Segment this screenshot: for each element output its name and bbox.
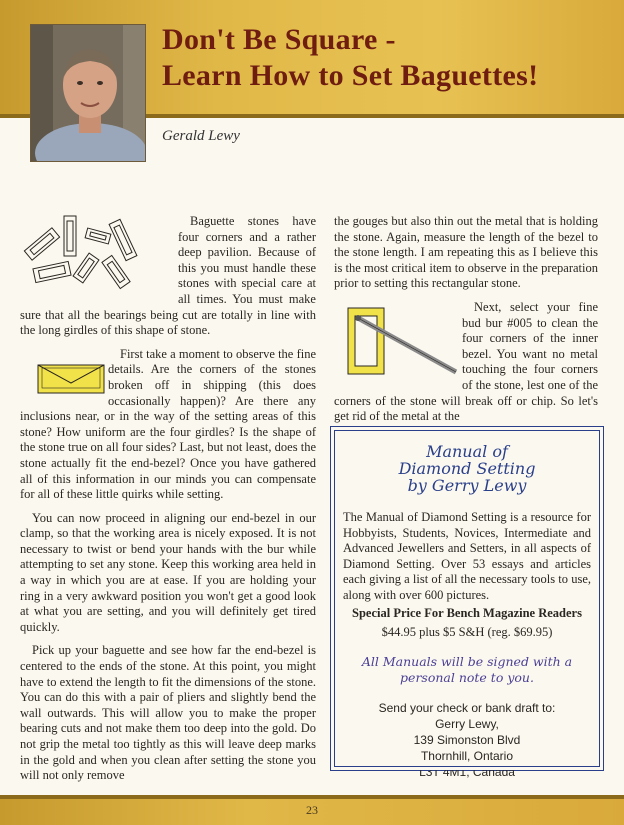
paragraph-text: Next, select your fine bud bur #005 to clean the four corners of the inner bezel. You want no metal touching the four corners of the stone, lest one of the corners of the stone will break off or chip. So let's get rid of the metal at the <box>334 299 598 424</box>
end-bezel-drawing <box>32 349 112 403</box>
baguette-stones-drawing <box>20 214 170 294</box>
address-line: L3T 4M1, Canada <box>419 764 515 779</box>
title-line-1: Don't Be Square - <box>162 23 396 56</box>
ad-title-line: Manual of <box>426 442 508 461</box>
bud-bur-drawing <box>346 302 466 378</box>
ad-mailing-address <box>335 700 599 780</box>
ad-price-heading: Special Price For Bench Magazine Readers <box>352 605 582 620</box>
article-title <box>162 22 612 94</box>
bur-illustration <box>334 302 454 378</box>
ad-signed-note: All Manuals will be signed with a personal note to you. <box>361 653 573 685</box>
address-line: 139 Simonston Blvd <box>413 732 521 747</box>
paragraph: Pick up your baguette and see how far the end-bezel is centered to the ends of the stone. At this point, you might have to extend the length to fit the dimensions of the stone. You can do this with a pair of pliers and slightly bend the wall outwards. This will allow you to make the proper bearing cuts and not make them too deep into the gold. Do not grip the metal too tightly as this will leave deep marks in the gold and when you clean after setting the stone you will not only remove <box>20 643 316 783</box>
article-column-2 <box>334 214 598 433</box>
paragraph <box>334 300 598 425</box>
baguettes-illustration <box>20 214 170 294</box>
ad-title-line: Diamond Setting <box>398 459 536 478</box>
paragraph: You can now proceed in aligning our end-bezel in our clamp, so that the working area is nicely exposed. It is not necessary to twist or bend your hands with the bur while attempting to set any stone. Keep this working area held in a way in which you are at ease. If you are holding your ring in a very awkward position you won't get a good look at what you are setting, and you will definitely get tired quickly. <box>20 510 316 634</box>
address-line: Gerry Lewy, <box>435 716 499 731</box>
author-byline: Gerald Lewy <box>162 128 240 144</box>
title-line-2: Learn How to Set Baguettes! <box>162 59 539 92</box>
ad-price: $44.95 plus $5 S&H (reg. $69.95) <box>381 624 553 639</box>
page-number: 23 <box>306 803 318 817</box>
ad-description: The Manual of Diamond Setting is a resource for Hobbyists, Students, Novices, Intermediate and Advanced Jewellers and Setters, in all aspects of Diamond Setting. Over 53 essays and articles each giving a list of all the necessary tools to use, along with over 600 pictures. <box>343 510 591 602</box>
paragraph: Baguette stones have four corners and a rather deep pavilion. Because of this you must handle these stones with special care at all times. You must make sure that all the bearings being cut are totally in line with the long girdles of this shape of stone. <box>20 214 316 338</box>
paragraph: the gouges but also thin out the metal that is holding the stone. Again, measure the length of the bezel to the stone length. I am repeating this as I believe this is the most critical item to observe in the preparation prior to setting this rectangular stone. <box>334 214 598 291</box>
manual-advertisement <box>334 430 600 779</box>
paragraph <box>20 347 316 503</box>
author-portrait-illustration <box>31 25 145 161</box>
paragraph-text: First take a moment to observe the fine details. Are the corners of the stones broken off in shipping (this does occasionally happen)? Are there any inclusions near, or in the way of the setting areas of this stone? How uniform are the four girdles? Is the shape of the stone true on all four sides? Last, but not least, does the stone actually fit the end-bezel? Once you have gathered all of this information in our minds you can compensate for all of these little quirks while setting. <box>20 346 316 502</box>
end-bezel-illustration <box>20 349 100 403</box>
ad-title-line: by Gerry Lewy <box>407 476 527 495</box>
address-line: Thornhill, Ontario <box>420 748 514 763</box>
address-line: Send your check or bank draft to: <box>378 700 556 715</box>
article-column-1 <box>20 214 316 792</box>
ad-title <box>335 443 599 494</box>
author-photo <box>30 24 146 162</box>
